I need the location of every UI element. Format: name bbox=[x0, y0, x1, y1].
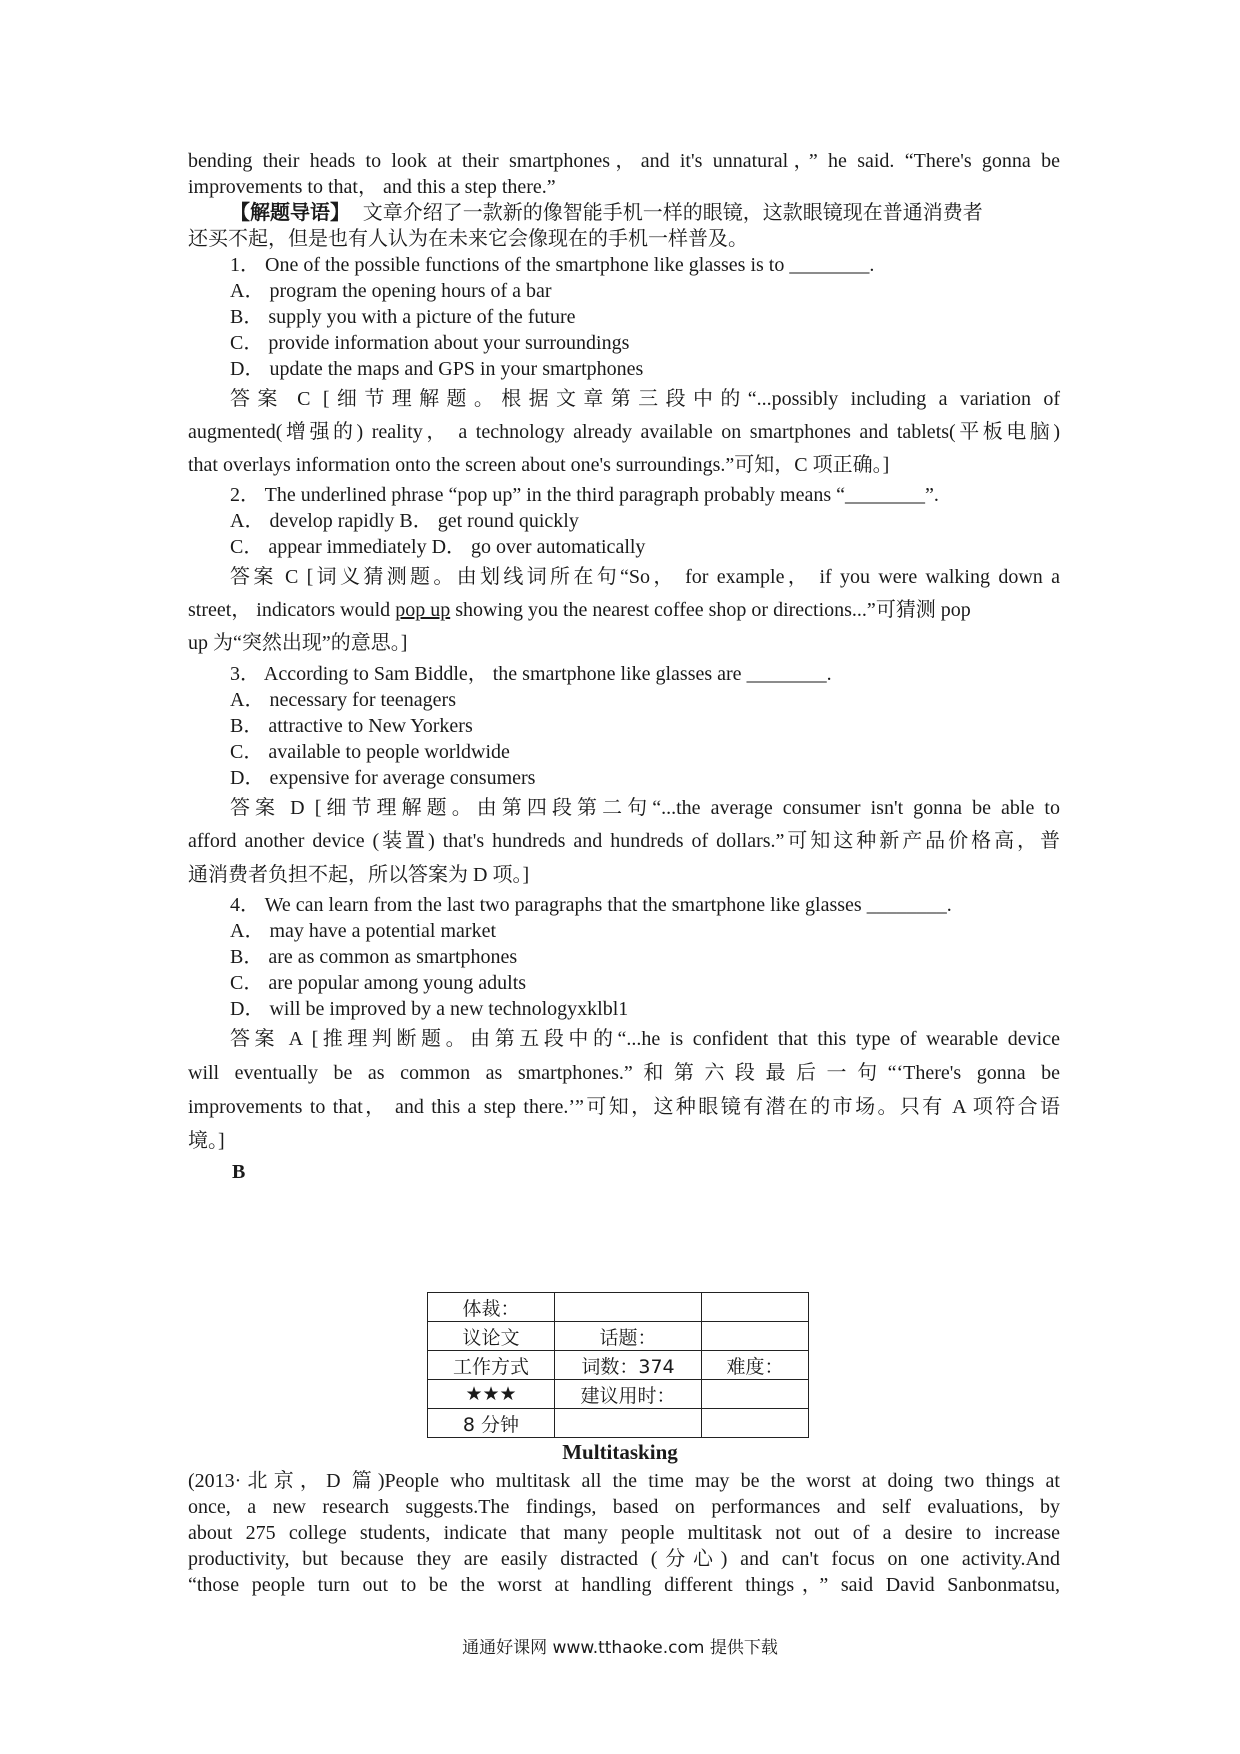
option-1b: B． supply you with a picture of the future bbox=[230, 306, 576, 328]
answer-1-line: 答案 C [细节理解题。根据文章第三段中的“...possibly including a variation of bbox=[230, 388, 1060, 410]
passage-line: once, a new research suggests.The findings, based on performances and self evaluations, by bbox=[188, 1496, 1060, 1518]
option-3a: A． necessary for teenagers bbox=[230, 689, 457, 711]
option-4c: C． are popular among young adults bbox=[230, 972, 527, 994]
passage-title: Multitasking bbox=[562, 1440, 678, 1464]
option-4b: B． are as common as smartphones bbox=[230, 946, 518, 968]
answer-2-text: showing you the nearest coffee shop or directions...”可猜测 pop bbox=[450, 599, 971, 621]
options-2ab: A． develop rapidly B． get round quickly bbox=[230, 510, 579, 532]
answer-1-line: augmented(增强的) reality， a technology already available on smartphones and tablets(平板电脑) bbox=[188, 421, 1060, 443]
table-row bbox=[428, 1322, 809, 1351]
answer-1-line: that overlays information onto the screen about one's surroundings.”可知，C 项正确。] bbox=[188, 454, 890, 476]
table-cell bbox=[702, 1380, 809, 1409]
table-row bbox=[428, 1293, 809, 1322]
question-3: 3． According to Sam Biddle， the smartphone like glasses are ________. bbox=[230, 663, 832, 685]
guide-text-line: 还买不起，但是也有人认为在未来它会像现在的手机一样普及。 bbox=[188, 226, 748, 250]
table-row bbox=[428, 1380, 809, 1409]
table-cell: 体裁： bbox=[428, 1293, 555, 1322]
answer-2-text: street， indicators would bbox=[188, 599, 396, 621]
info-table bbox=[427, 1292, 809, 1438]
table-cell: 话题： bbox=[555, 1322, 702, 1351]
answer-2-line: 答案 C [词义猜测题。由划线词所在句“So， for example， if you were walking down a bbox=[230, 566, 1060, 588]
answer-2-line: up 为“突然出现”的意思。] bbox=[188, 632, 408, 654]
option-3c: C． available to people worldwide bbox=[230, 741, 510, 763]
options-2cd: C． appear immediately D． go over automatically bbox=[230, 536, 646, 558]
answer-3-line: 答案 D [细节理解题。由第四段第二句“...the average consumer isn't gonna be able to bbox=[230, 797, 1060, 819]
answer-3-line: 通消费者负担不起，所以答案为 D 项。] bbox=[188, 864, 530, 886]
table-cell bbox=[555, 1293, 702, 1322]
table-cell: 8 分钟 bbox=[428, 1409, 555, 1438]
option-3b: B． attractive to New Yorkers bbox=[230, 715, 473, 737]
guide-text: 文章介绍了一款新的像智能手机一样的眼镜，这款眼镜现在普通消费者 bbox=[362, 200, 983, 224]
guide-label: 【解题导语】 bbox=[230, 200, 350, 224]
table-row bbox=[428, 1409, 809, 1438]
option-1a: A． program the opening hours of a bar bbox=[230, 280, 552, 302]
answer-4-line: 答案 A [推理判断题。由第五段中的“...he is confident that this type of wearable device bbox=[230, 1028, 1060, 1050]
answer-4-line: will eventually be as common as smartphones.”和第六段最后一句“‘There's gonna be bbox=[188, 1062, 1060, 1084]
footer-text: 通通好课网 www.tthaoke.com 提供下载 bbox=[462, 1638, 778, 1658]
table-cell: 议论文 bbox=[428, 1322, 555, 1351]
section-label: B bbox=[232, 1161, 246, 1183]
table-cell: 词数：374 bbox=[555, 1351, 702, 1380]
question-1: 1． One of the possible functions of the smartphone like glasses is to ________. bbox=[230, 254, 875, 276]
answer-4-line: 境。] bbox=[188, 1130, 225, 1152]
passage-line: “those people turn out to be the worst at handling different things，” said David Sanbonmatsu, bbox=[188, 1574, 1060, 1596]
underlined-phrase: pop up bbox=[395, 599, 451, 621]
table-row bbox=[428, 1351, 809, 1380]
option-4a: A． may have a potential market bbox=[230, 920, 497, 942]
question-2: 2． The underlined phrase “pop up” in the third paragraph probably means “________”. bbox=[230, 484, 939, 506]
question-4: 4． We can learn from the last two paragraphs that the smartphone like glasses ________. bbox=[230, 894, 952, 916]
passage-line: bending their heads to look at their smartphones，and it's unnatural，” he said. “There's gonna be bbox=[188, 150, 1060, 172]
table-cell: ★★★ bbox=[428, 1380, 555, 1409]
option-1c: C． provide information about your surroundings bbox=[230, 332, 630, 354]
answer-4-line: improvements to that， and this a step there.’”可知，这种眼镜有潜在的市场。只有 A 项符合语 bbox=[188, 1096, 1060, 1118]
option-1d: D． update the maps and GPS in your smartphones bbox=[230, 358, 644, 380]
passage-line: about 275 college students, indicate that many people multitask not out of a desire to increase bbox=[188, 1522, 1060, 1544]
answer-2-line bbox=[188, 597, 1060, 623]
table-cell bbox=[702, 1322, 809, 1351]
table-cell bbox=[555, 1409, 702, 1438]
guide-heading-line bbox=[230, 199, 1060, 225]
table-cell bbox=[702, 1293, 809, 1322]
table-cell: 难度： bbox=[702, 1351, 809, 1380]
option-4d: D． will be improved by a new technologyxklbl1 bbox=[230, 998, 629, 1020]
passage-line: improvements to that， and this a step there.” bbox=[188, 176, 556, 198]
answer-3-line: afford another device (装置) that's hundreds and hundreds of dollars.”可知这种新产品价格高，普 bbox=[188, 830, 1060, 852]
passage-line: productivity, but because they are easily distracted (分心) and can't focus on one activity.And bbox=[188, 1548, 1060, 1570]
option-3d: D． expensive for average consumers bbox=[230, 767, 536, 789]
table-cell: 工作方式 bbox=[428, 1351, 555, 1380]
table-cell: 建议用时： bbox=[555, 1380, 702, 1409]
passage-line: (2013·北京，D 篇)People who multitask all the time may be the worst at doing two things at bbox=[188, 1470, 1060, 1492]
table-cell bbox=[702, 1409, 809, 1438]
